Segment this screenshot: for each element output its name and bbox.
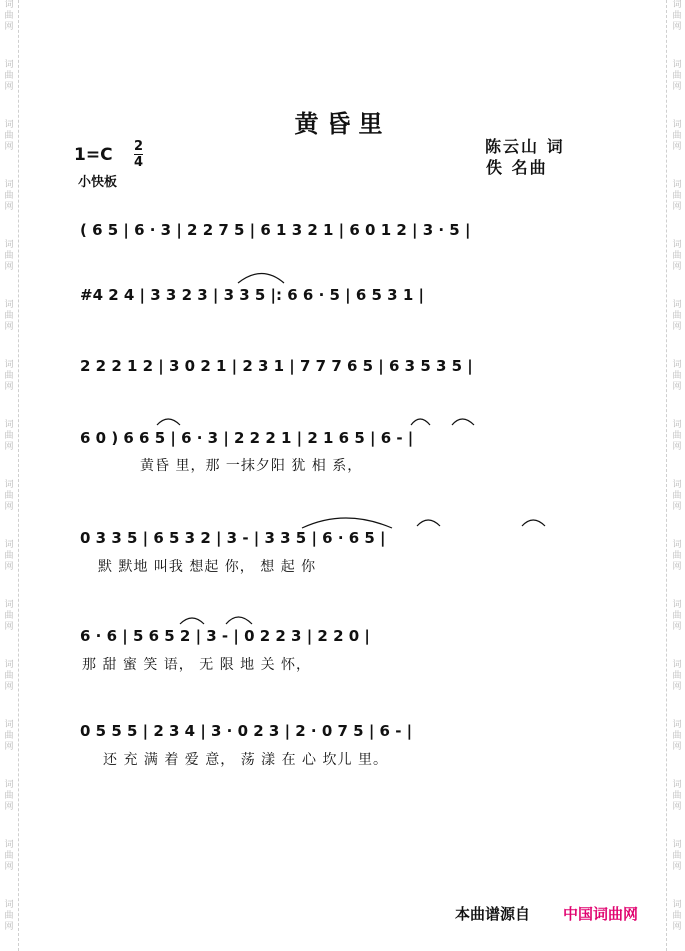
watermark-glyphs: 词 曲 网	[4, 660, 14, 692]
watermark-glyphs: 词 曲 网	[672, 0, 682, 32]
watermark-glyphs: 词 曲 网	[672, 180, 682, 212]
watermark-glyphs: 词 曲 网	[4, 60, 14, 92]
score-row-4-notes: 6 0 ) 6 6 5 | 6 · 3 | 2 2 2 1 | 2 1 6 5 | 6 - |	[80, 429, 414, 447]
watermark-glyphs: 词 曲 网	[672, 840, 682, 872]
watermark-glyphs: 词 曲 网	[4, 420, 14, 452]
left-watermark-strip	[0, 0, 19, 951]
slur	[417, 520, 440, 526]
slur	[411, 419, 430, 425]
watermark-glyphs: 词 曲 网	[672, 240, 682, 272]
site-link[interactable]: 中国词曲网	[563, 905, 639, 923]
lyricist-credit: 陈云山 词	[485, 137, 565, 156]
time-signature	[134, 140, 143, 169]
watermark-glyphs: 词 曲 网	[4, 540, 14, 572]
lyrics-row-5: 默 默地 叫我 想起 你， 想 起 你	[98, 559, 317, 575]
watermark-glyphs: 词 曲 网	[672, 900, 682, 932]
key-signature: 1=C	[74, 145, 113, 165]
slur	[226, 617, 252, 624]
right-watermark-strip	[666, 0, 685, 951]
watermark-glyphs: 词 曲 网	[4, 780, 14, 812]
score-row-7-notes: 0 5 5 5 | 2 3 4 | 3 · 0 2 3 | 2 · 0 7 5 | 6 - |	[80, 722, 413, 740]
score-row-1-notes: ( 6 5 | 6 · 3 | 2 2 7 5 | 6 1 3 2 1 | 6 0 1 2 | 3 · 5 |	[80, 221, 471, 239]
tempo-marking: 小快板	[78, 175, 118, 190]
watermark-glyphs: 词 曲 网	[4, 120, 14, 152]
watermark-glyphs: 词 曲 网	[4, 480, 14, 512]
watermark-glyphs: 词 曲 网	[4, 0, 14, 32]
watermark-glyphs: 词 曲 网	[672, 660, 682, 692]
watermark-glyphs: 词 曲 网	[4, 360, 14, 392]
watermark-glyphs: 词 曲 网	[672, 540, 682, 572]
slur	[157, 419, 180, 425]
lyrics-row-4: 黄昏 里，那 一抹夕阳 犹 相 系，	[140, 458, 363, 474]
watermark-glyphs: 词 曲 网	[4, 840, 14, 872]
lyrics-row-6: 那 甜 蜜 笑 语， 无 限 地 关 怀，	[82, 657, 312, 673]
slur	[180, 618, 204, 624]
score-row-5-notes: 0 3 3 5 | 6 5 3 2 | 3 - | 3 3 5 | 6 · 6 5 |	[80, 529, 386, 547]
slur	[302, 518, 392, 528]
watermark-glyphs: 词 曲 网	[4, 240, 14, 272]
meter-top: 2	[134, 139, 144, 154]
slur	[238, 274, 284, 284]
slur	[452, 419, 474, 425]
watermark-glyphs: 词 曲 网	[672, 360, 682, 392]
meter-bottom: 4	[134, 155, 144, 170]
score-row-2-notes: #4 2 4 | 3 3 2 3 | 3 3 5 |: 6 6 · 5 | 6 5 3 1 |	[80, 286, 424, 304]
watermark-glyphs: 词 曲 网	[4, 900, 14, 932]
source-label: 本曲谱源自	[455, 905, 531, 923]
song-title: 黄昏里	[294, 110, 391, 138]
watermark-glyphs: 词 曲 网	[672, 300, 682, 332]
composer-credit: 佚 名曲	[486, 158, 548, 177]
watermark-glyphs: 词 曲 网	[672, 600, 682, 632]
watermark-glyphs: 词 曲 网	[672, 120, 682, 152]
watermark-glyphs: 词 曲 网	[672, 60, 682, 92]
watermark-glyphs: 词 曲 网	[4, 300, 14, 332]
lyrics-row-7: 还 充 满 着 爱 意， 荡 漾 在 心 坎儿 里。	[103, 752, 388, 768]
watermark-glyphs: 词 曲 网	[4, 600, 14, 632]
slur	[522, 520, 545, 526]
watermark-glyphs: 词 曲 网	[672, 420, 682, 452]
watermark-glyphs: 词 曲 网	[672, 480, 682, 512]
watermark-glyphs: 词 曲 网	[672, 780, 682, 812]
watermark-glyphs: 词 曲 网	[672, 720, 682, 752]
watermark-glyphs: 词 曲 网	[4, 720, 14, 752]
score-row-6-notes: 6 · 6 | 5 6 5 2 | 3 - | 0 2 2 3 | 2 2 0 |	[80, 627, 370, 645]
watermark-glyphs: 词 曲 网	[4, 180, 14, 212]
score-row-3-notes: 2 2 2 1 2 | 3 0 2 1 | 2 3 1 | 7 7 7 6 5 | 6 3 5 3 5 |	[80, 357, 473, 375]
credits	[485, 136, 565, 178]
